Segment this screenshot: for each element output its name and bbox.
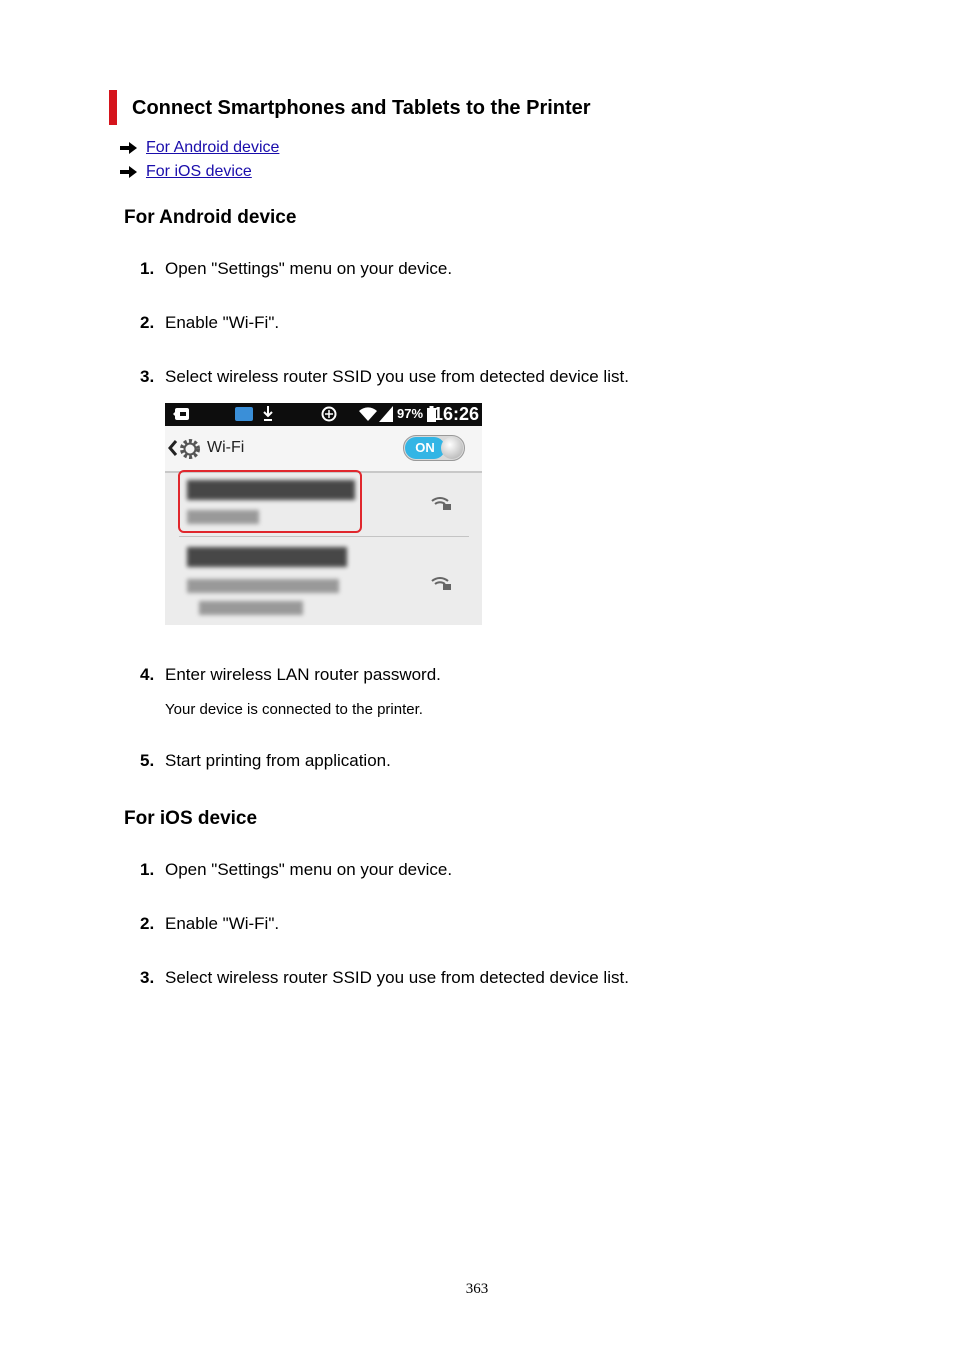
download-icon	[263, 406, 273, 422]
notification-icon	[173, 408, 189, 420]
toggle-on-label: ON	[405, 437, 445, 459]
pixelated-ssid	[187, 547, 347, 567]
pixelated-status	[199, 601, 303, 615]
selected-network-highlight	[178, 470, 362, 533]
toggle-knob	[441, 437, 463, 459]
status-bar	[165, 403, 482, 426]
ios-step-1	[140, 860, 452, 880]
android-step-2	[140, 313, 279, 333]
android-wifi-screenshot	[165, 403, 482, 625]
arrow-right-icon	[120, 142, 137, 154]
step-number: 3.	[140, 367, 155, 386]
battery-percent: 97%	[397, 406, 424, 421]
wifi-settings-header	[165, 426, 482, 473]
ios-step-3	[140, 968, 629, 988]
back-chevron-icon[interactable]	[168, 439, 178, 457]
step-text: Open "Settings" menu on your device.	[165, 259, 453, 278]
toc-item-android[interactable]	[120, 136, 279, 160]
link-ios-device[interactable]: For iOS device	[146, 163, 252, 180]
wifi-toggle[interactable]	[403, 435, 465, 461]
step-text: Start printing from application.	[165, 751, 391, 770]
page-title: Connect Smartphones and Tablets to the Printer	[132, 97, 591, 119]
step-text: Enter wireless LAN router password.	[165, 665, 441, 684]
step-text: Enable "Wi-Fi".	[165, 914, 280, 933]
step-number: 4.	[140, 665, 155, 684]
wifi-lock-icon	[430, 495, 452, 511]
section-heading-android: For Android device	[124, 207, 297, 228]
step-text: Select wireless router SSID you use from detected device list.	[165, 367, 629, 386]
step-number: 2.	[140, 914, 155, 933]
step-number: 5.	[140, 751, 155, 770]
status-time: 16:26	[432, 404, 479, 424]
sim-icon	[235, 407, 253, 421]
android-step-5	[140, 751, 391, 771]
pixelated-status	[187, 579, 339, 593]
network-divider	[179, 536, 469, 537]
table-of-contents	[120, 136, 279, 184]
wifi-header-label: Wi-Fi	[207, 439, 245, 456]
step-text: Select wireless router SSID you use from detected device list.	[165, 968, 629, 987]
step-number: 1.	[140, 259, 155, 278]
step-number: 1.	[140, 860, 155, 879]
android-step-1	[140, 259, 452, 279]
android-step-3	[140, 367, 629, 387]
android-step-4	[140, 665, 441, 685]
step-4-note: Your device is connected to the printer.	[165, 701, 423, 718]
arrow-right-icon	[120, 166, 137, 178]
sync-icon	[321, 406, 337, 422]
title-accent-bar	[109, 90, 117, 125]
section-heading-ios: For iOS device	[124, 808, 258, 829]
link-android-device[interactable]: For Android device	[146, 139, 280, 156]
cell-signal-icon	[379, 406, 393, 422]
step-number: 2.	[140, 313, 155, 332]
toc-item-ios[interactable]	[120, 160, 279, 184]
step-text: Enable "Wi-Fi".	[165, 313, 280, 332]
wifi-lock-icon	[430, 575, 452, 591]
step-number: 3.	[140, 968, 155, 987]
wifi-signal-icon	[359, 406, 377, 422]
ios-step-2	[140, 914, 279, 934]
page-number: 363	[465, 1281, 489, 1297]
step-text: Open "Settings" menu on your device.	[165, 860, 453, 879]
gear-icon	[178, 437, 202, 461]
